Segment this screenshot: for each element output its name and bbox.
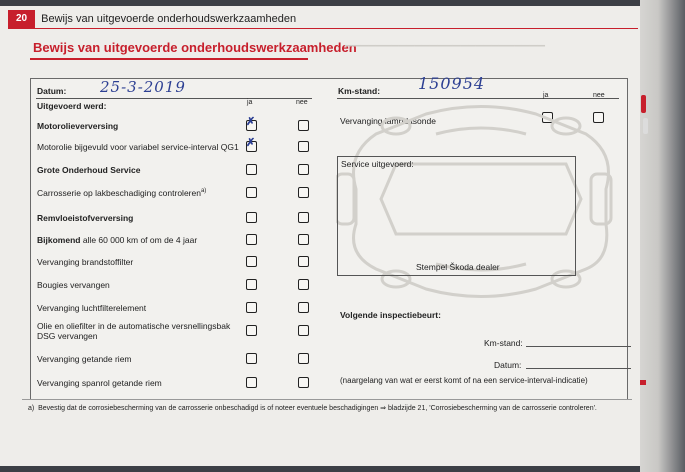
footnote	[28, 404, 597, 412]
checklist-label	[37, 378, 162, 388]
checkbox-ja[interactable]	[246, 256, 257, 267]
lambda-label: Vervanging lambdasonde	[340, 116, 436, 126]
checklist-label	[37, 142, 239, 152]
next-date-line	[526, 368, 631, 369]
check-mark-icon: ✗	[246, 116, 256, 128]
checklist-label-text: Grote Onderhoud Service	[37, 165, 141, 175]
checklist-label-text: alle 60 000 km of om de 4 jaar	[82, 235, 198, 245]
checklist-label-text: Bougies vervangen	[37, 280, 110, 290]
header-title: Bewijs van uitgevoerde onderhoudswerkzaamheden	[41, 13, 297, 25]
service-stamp-box	[337, 156, 576, 276]
checkbox-nee[interactable]	[298, 256, 309, 267]
checkbox-ja[interactable]	[246, 137, 257, 152]
checkbox-nee[interactable]	[298, 164, 309, 175]
page-tab-marker	[640, 380, 646, 385]
checkbox-nee[interactable]	[298, 120, 309, 131]
title-rule	[30, 58, 308, 60]
checklist-label	[37, 188, 206, 198]
next-inspection-label: Volgende inspectiebeurt:	[340, 310, 441, 320]
checkbox-ja[interactable]	[246, 187, 257, 198]
checkbox-nee[interactable]	[298, 302, 309, 313]
checkbox-ja[interactable]	[246, 353, 257, 364]
footnote-rule	[22, 399, 632, 400]
no-header-right: nee	[593, 92, 605, 99]
checkbox-nee[interactable]	[298, 212, 309, 223]
checklist-label-text: Olie en oliefilter in de automatische versnellingsbak	[37, 321, 231, 331]
km-label: Km-stand:	[338, 86, 381, 96]
checklist-label	[37, 354, 132, 364]
page-edge	[640, 0, 685, 472]
checklist-label-text: Motorolie bijgevuld voor variabel service-interval QG1	[37, 142, 239, 152]
footnote-marker: a)	[28, 405, 35, 412]
checklist-label-text: Vervanging luchtfilterelement	[37, 303, 147, 313]
date-label: Datum:	[37, 86, 67, 96]
checkbox-nee[interactable]	[298, 325, 309, 336]
checklist-label	[37, 321, 230, 341]
binder-tab	[643, 118, 648, 134]
service-label: Service uitgevoerd:	[341, 159, 414, 169]
checklist-label-text: Carrosserie op lakbeschadiging controleren	[37, 188, 201, 198]
yes-header: ja	[247, 99, 253, 106]
checklist-label-text: Vervanging spanrol getande riem	[37, 378, 162, 388]
checkbox-nee[interactable]	[298, 187, 309, 198]
header-rule	[8, 28, 638, 29]
binder-tab	[641, 95, 646, 113]
next-date-label: Datum:	[494, 360, 522, 370]
checkbox-ja[interactable]	[246, 302, 257, 313]
checklist-label-text: Vervanging getande riem	[37, 354, 132, 364]
checklist-label-text: Remvloeistofverversing	[37, 213, 134, 223]
checklist-label	[37, 213, 133, 223]
footnote-ref: a)	[200, 188, 207, 195]
footnote-text: Bevestig dat de corrosiebescherming van de carrosserie onbeschadigd is of noteer eventuele beschadigingen ⇒ bladzijde 21, 'Corrosiebescherming van de carrosserie controleren'.	[38, 405, 597, 412]
checkbox-nee[interactable]	[298, 353, 309, 364]
checkbox-nee[interactable]	[298, 279, 309, 290]
checkbox-nee[interactable]	[298, 141, 309, 152]
checklist-label	[37, 121, 118, 131]
stamp-label: Stempel Škoda dealer	[416, 262, 500, 272]
no-header: nee	[296, 99, 308, 106]
next-note: (naargelang van wat er eerst komt of na een service-interval-indicatie)	[340, 376, 588, 385]
checklist-label-prefix: Bijkomend	[37, 235, 83, 245]
page-number: 20	[8, 10, 35, 28]
checkbox-nee[interactable]	[298, 234, 309, 245]
bleed-through-text: ▁▁▁▁▁▁▁▁▁▁▁▁▁▁▁▁▁▁▁▁▁▁▁▁▁▁	[345, 36, 545, 47]
checkbox-ja[interactable]	[246, 164, 257, 175]
checkbox-nee[interactable]	[298, 377, 309, 388]
next-km-line	[526, 346, 631, 347]
checklist-label	[37, 235, 197, 245]
checkbox-ja[interactable]	[246, 212, 257, 223]
page-title: Bewijs van uitgevoerde onderhoudswerkzaamheden	[33, 40, 357, 55]
km-value: 150954	[418, 74, 486, 93]
check-mark-icon: ✗	[246, 137, 256, 149]
checkbox-ja[interactable]	[246, 325, 257, 336]
checklist-label	[37, 165, 140, 175]
checkbox-ja[interactable]	[246, 377, 257, 388]
next-km-label: Km-stand:	[484, 338, 523, 348]
checkbox-ja[interactable]	[246, 279, 257, 290]
checkbox-ja[interactable]	[246, 234, 257, 245]
date-line	[36, 98, 312, 99]
checklist-label-text: Vervanging brandstoffilter	[37, 257, 134, 267]
checklist-label-line2: DSG vervangen	[37, 331, 98, 341]
checklist-label	[37, 280, 110, 290]
checklist-label	[37, 303, 146, 313]
page-header	[8, 10, 640, 28]
checklist-label	[37, 257, 133, 267]
document-page	[0, 6, 640, 466]
yes-header-right: ja	[543, 92, 549, 99]
date-value: 25-3-2019	[100, 78, 186, 96]
checklist-label-text: Motorolieverversing	[37, 121, 119, 131]
checkbox-ja[interactable]	[246, 116, 257, 131]
performed-label: Uitgevoerd werd:	[37, 101, 107, 111]
